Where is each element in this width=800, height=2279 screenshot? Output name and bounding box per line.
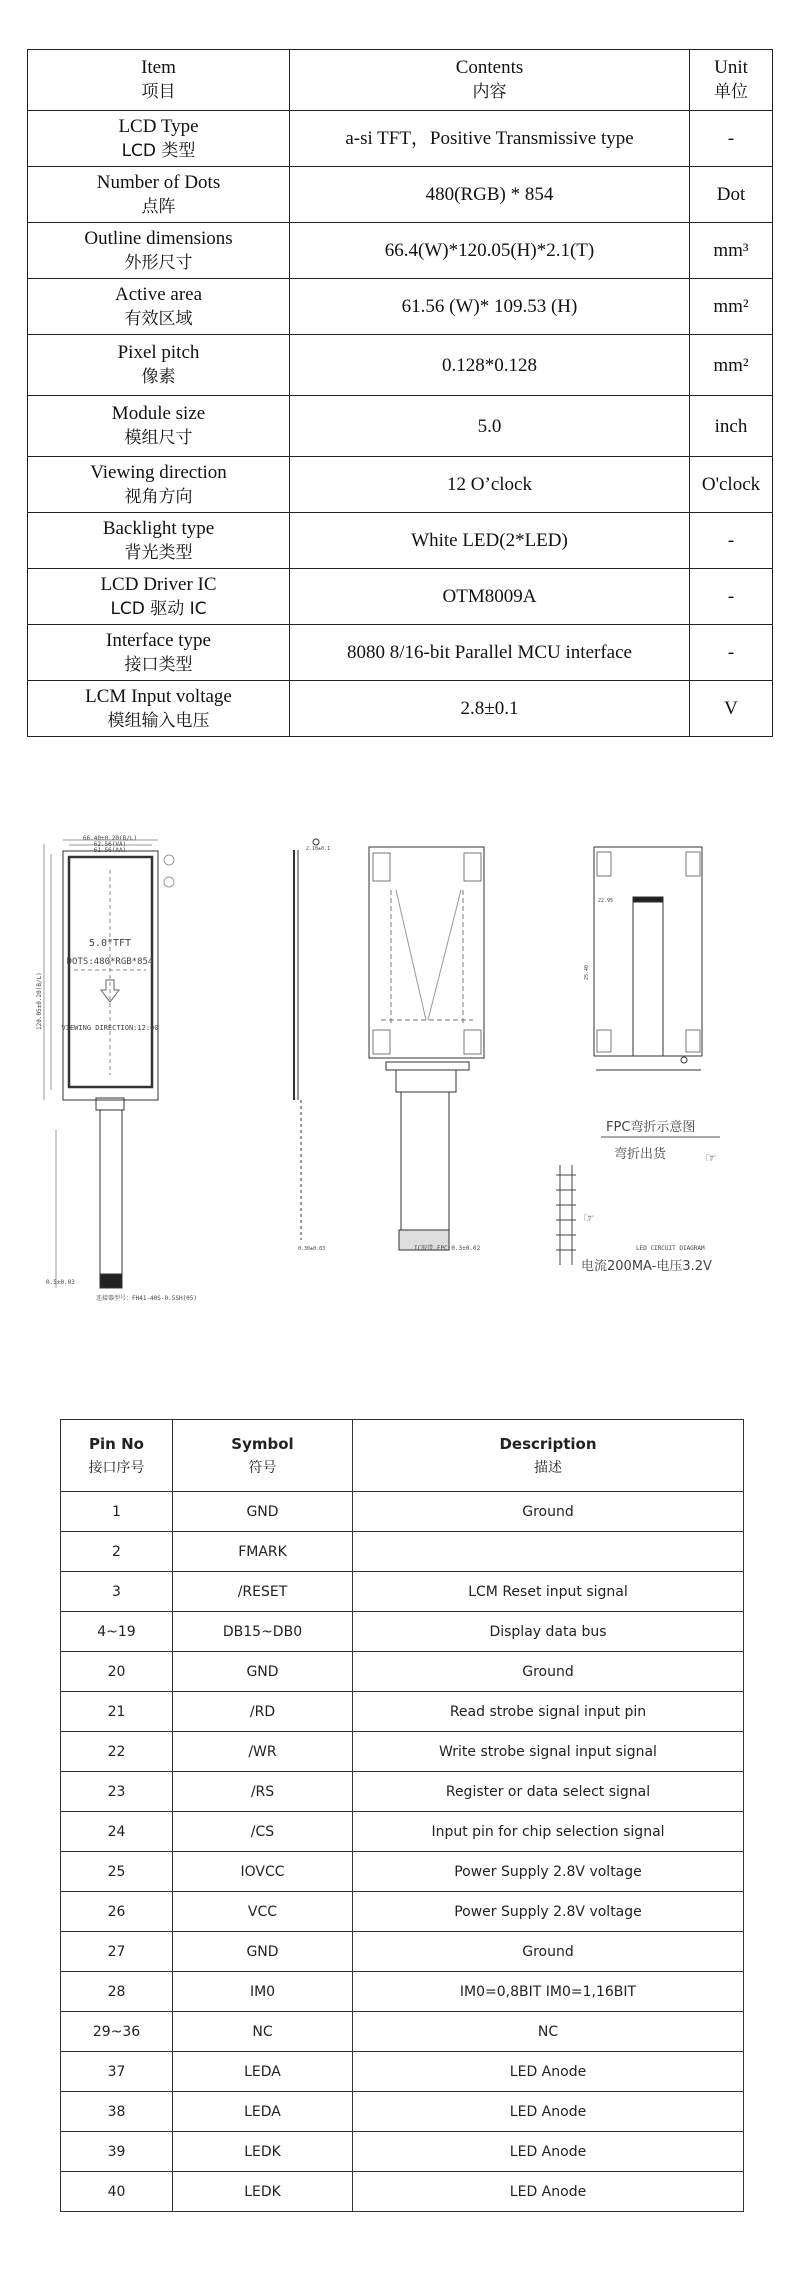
- pin-header-pin: Pin No 接口序号: [61, 1420, 173, 1492]
- dim-va-label: 62.56(VA): [93, 841, 127, 848]
- front-view: [44, 840, 174, 1288]
- spec-row: [28, 335, 773, 396]
- spec-item: LCD Type LCD 类型: [28, 111, 290, 167]
- spec-contents: 12 O’clock: [290, 457, 690, 513]
- pin-row: [61, 1652, 744, 1692]
- spec-item: Active area 有效区域: [28, 279, 290, 335]
- pin-number: 40: [61, 2172, 173, 2212]
- fpc-bend-label: 弯折出货: [614, 1147, 667, 1162]
- detail-view: [594, 847, 702, 1070]
- pin-symbol: /RS: [173, 1772, 353, 1812]
- spec-row: [28, 457, 773, 513]
- pin-row: [61, 1492, 744, 1532]
- spec-contents: OTM8009A: [290, 569, 690, 625]
- pin-symbol: GND: [173, 1492, 353, 1532]
- pin-description: LED Anode: [353, 2172, 744, 2212]
- spec-contents: 5.0: [290, 396, 690, 457]
- spec-unit: Dot: [690, 167, 773, 223]
- lcd-size-label: 5.0"TFT: [88, 938, 132, 949]
- dim-right-b-label: 25.40: [584, 964, 590, 980]
- pin-description: Display data bus: [353, 1612, 744, 1652]
- pin-description: Register or data select signal: [353, 1772, 744, 1812]
- pin-row: [61, 1612, 744, 1652]
- pin-description: Read strobe signal input pin: [353, 1692, 744, 1732]
- spec-unit: inch: [690, 396, 773, 457]
- spec-unit: mm²: [690, 335, 773, 396]
- spec-row: [28, 279, 773, 335]
- pin-symbol: LEDA: [173, 2052, 353, 2092]
- pin-number: 26: [61, 1892, 173, 1932]
- pin-description: Ground: [353, 1932, 744, 1972]
- spec-row: [28, 167, 773, 223]
- connector-model-label: 连接器型号：FH41-40S-0.5SH(05): [96, 1295, 198, 1302]
- pin-symbol: /CS: [173, 1812, 353, 1852]
- spec-unit: -: [690, 569, 773, 625]
- pin-number: 21: [61, 1692, 173, 1732]
- pin-table: [60, 1419, 744, 2212]
- led-diagram-label: LED CIRCUIT DIAGRAM: [636, 1245, 705, 1252]
- side-view: [294, 839, 319, 1240]
- fpc-pitch-label: 0.5±0.03: [46, 1279, 75, 1286]
- pin-description: Input pin for chip selection signal: [353, 1812, 744, 1852]
- hand-pointer-icon-2: ☞: [584, 1208, 594, 1227]
- spec-unit: mm³: [690, 223, 773, 279]
- pin-number: 28: [61, 1972, 173, 2012]
- led-circuit: [556, 1165, 576, 1265]
- pin-row: [61, 2092, 744, 2132]
- viewing-label: VIEWING DIRECTION:12:00: [61, 1024, 159, 1032]
- spec-unit: V: [690, 681, 773, 737]
- spec-item: LCD Driver IC LCD 驱动 IC: [28, 569, 290, 625]
- spec-contents: 0.128*0.128: [290, 335, 690, 396]
- spec-unit: O'clock: [690, 457, 773, 513]
- pin-header-symbol: Symbol 符号: [173, 1420, 353, 1492]
- fpc-contacts: [100, 1274, 122, 1288]
- dim-height-label: 120.05±0.20(B/L): [36, 972, 43, 1030]
- pin-row: [61, 2172, 744, 2212]
- spec-unit: mm²: [690, 279, 773, 335]
- pin-number: 25: [61, 1852, 173, 1892]
- pin-symbol: LEDK: [173, 2132, 353, 2172]
- pin-symbol: GND: [173, 1652, 353, 1692]
- spec-header-unit: Unit 单位: [690, 50, 773, 111]
- spec-unit: -: [690, 111, 773, 167]
- spec-item: Outline dimensions 外形尺寸: [28, 223, 290, 279]
- pin-symbol: IOVCC: [173, 1852, 353, 1892]
- pin-symbol: IM0: [173, 1972, 353, 2012]
- pin-header-row: [61, 1420, 744, 1492]
- pin-number: 29~36: [61, 2012, 173, 2052]
- pin-number: 37: [61, 2052, 173, 2092]
- spec-row: [28, 513, 773, 569]
- pin-row: [61, 1812, 744, 1852]
- pin-description: Power Supply 2.8V voltage: [353, 1892, 744, 1932]
- ic-note-label: IC胶带,FPC:0.3±0.02: [414, 1245, 481, 1252]
- pin-row: [61, 2132, 744, 2172]
- spec-row: [28, 111, 773, 167]
- pin-row: [61, 1572, 744, 1612]
- fpc-bend-title: FPC弯折示意图: [606, 1120, 696, 1135]
- spec-header-item: Item 项目: [28, 50, 290, 111]
- pin-symbol: LEDK: [173, 2172, 353, 2212]
- spec-row: [28, 396, 773, 457]
- pin-description: LED Anode: [353, 2092, 744, 2132]
- dots-label: DOTS:480*RGB*854: [66, 957, 154, 967]
- pin-number: 23: [61, 1772, 173, 1812]
- spec-item: Module size 模组尺寸: [28, 396, 290, 457]
- pin-number: 22: [61, 1732, 173, 1772]
- spec-table: [27, 49, 773, 737]
- pin-row: [61, 1692, 744, 1732]
- pin-description: [353, 1532, 744, 1572]
- spec-row: [28, 569, 773, 625]
- hand-pointer-icon: ☞: [706, 1148, 716, 1167]
- pin-description: LCM Reset input signal: [353, 1572, 744, 1612]
- pin-symbol: VCC: [173, 1892, 353, 1932]
- spec-unit: -: [690, 625, 773, 681]
- spec-row: [28, 681, 773, 737]
- spec-contents: 480(RGB) * 854: [290, 167, 690, 223]
- pin-symbol: GND: [173, 1932, 353, 1972]
- dim-right-a-label: 22.95: [598, 898, 614, 904]
- pin-symbol: DB15~DB0: [173, 1612, 353, 1652]
- mechanical-drawing: [36, 830, 776, 1330]
- pin-row: [61, 1932, 744, 1972]
- pin-number: 20: [61, 1652, 173, 1692]
- pin-description: NC: [353, 2012, 744, 2052]
- spec-item: Viewing direction 视角方向: [28, 457, 290, 513]
- spec-contents: White LED(2*LED): [290, 513, 690, 569]
- pin-number: 38: [61, 2092, 173, 2132]
- pin-description: Ground: [353, 1492, 744, 1532]
- pin-description: LED Anode: [353, 2052, 744, 2092]
- pin-number: 24: [61, 1812, 173, 1852]
- spec-header-row: [28, 50, 773, 111]
- pin-description: Power Supply 2.8V voltage: [353, 1852, 744, 1892]
- pin-symbol: /RD: [173, 1692, 353, 1732]
- pin-symbol: /WR: [173, 1732, 353, 1772]
- pin-row: [61, 1892, 744, 1932]
- spec-item: LCM Input voltage 模组输入电压: [28, 681, 290, 737]
- spec-unit: -: [690, 513, 773, 569]
- pin-header-desc: Description 描述: [353, 1420, 744, 1492]
- pin-symbol: FMARK: [173, 1532, 353, 1572]
- pin-row: [61, 1972, 744, 2012]
- current-label: 电流200MA-电压3.2V: [581, 1259, 712, 1274]
- spec-item: Interface type 接口类型: [28, 625, 290, 681]
- pin-row: [61, 2052, 744, 2092]
- pin-row: [61, 1532, 744, 1572]
- spec-contents: a-si TFT，Positive Transmissive type: [290, 111, 690, 167]
- pin-number: 3: [61, 1572, 173, 1612]
- pin-row: [61, 1772, 744, 1812]
- rear-view: [369, 847, 484, 1250]
- pin-description: Write strobe signal input signal: [353, 1732, 744, 1772]
- spec-row: [28, 625, 773, 681]
- pin-description: LED Anode: [353, 2132, 744, 2172]
- dim-aa-label: 61.56(AA): [93, 847, 127, 854]
- spec-row: [28, 223, 773, 279]
- pin-row: [61, 1732, 744, 1772]
- dim-thick-label: 2.10±0.1: [306, 846, 331, 852]
- pin-row: [61, 1852, 744, 1892]
- pin-number: 39: [61, 2132, 173, 2172]
- pin-symbol: /RESET: [173, 1572, 353, 1612]
- spec-item: Pixel pitch 像素: [28, 335, 290, 396]
- pin-symbol: LEDA: [173, 2092, 353, 2132]
- spec-contents: 66.4(W)*120.05(H)*2.1(T): [290, 223, 690, 279]
- pin-number: 4~19: [61, 1612, 173, 1652]
- pin-number: 27: [61, 1932, 173, 1972]
- spec-item: Number of Dots 点阵: [28, 167, 290, 223]
- pin-number: 1: [61, 1492, 173, 1532]
- spec-item: Backlight type 背光类型: [28, 513, 290, 569]
- spec-contents: 61.56 (W)* 109.53 (H): [290, 279, 690, 335]
- spec-contents: 8080 8/16-bit Parallel MCU interface: [290, 625, 690, 681]
- pin-symbol: NC: [173, 2012, 353, 2052]
- pin-number: 2: [61, 1532, 173, 1572]
- pin-description: Ground: [353, 1652, 744, 1692]
- fpc-thick-label: 0.30±0.03: [298, 1246, 326, 1252]
- pin-description: IM0=0,8BIT IM0=1,16BIT: [353, 1972, 744, 2012]
- pin-row: [61, 2012, 744, 2052]
- spec-header-contents: Contents 内容: [290, 50, 690, 111]
- dim-width-label: 66.40±0.20(B/L): [82, 835, 138, 842]
- spec-contents: 2.8±0.1: [290, 681, 690, 737]
